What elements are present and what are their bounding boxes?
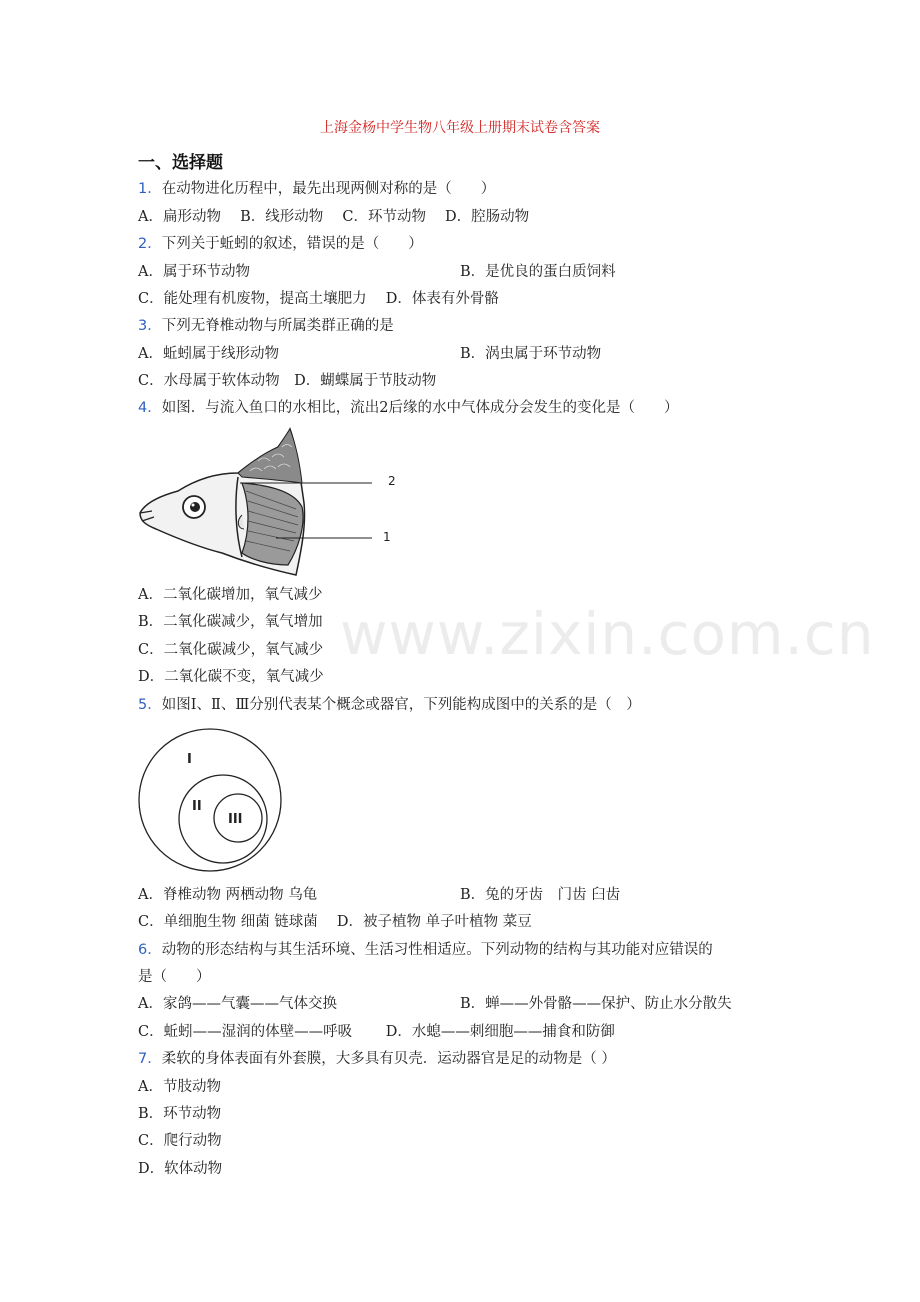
question-4-option-d: D．二氧化碳不变，氧气减少 (138, 669, 324, 685)
question-number: 2． (138, 236, 162, 252)
question-text: 下列无脊椎动物与所属类群正确的是 (161, 318, 394, 334)
question-2-options-ab (138, 262, 778, 282)
question-text: 柔软的身体表面有外套膜，大多具有贝壳．运动器官是足的动物是（ ） (161, 1051, 616, 1067)
question-4-stem (138, 398, 678, 418)
question-text: 在动物进化历程中，最先出现两侧对称的是（ ） (161, 181, 496, 197)
option-b: B．是优良的蛋白质饲料 (460, 264, 616, 280)
label-i: I (187, 752, 192, 767)
option-b: B．涡虫属于环节动物 (460, 346, 602, 362)
fish-label-2: 2 (388, 474, 396, 488)
question-text: 如图．与流入鱼口的水相比，流出2后缘的水中气体成分会发生的变化是（ ） (161, 400, 679, 416)
question-3-stem (138, 316, 394, 336)
question-5-stem (138, 695, 641, 715)
question-number: 4． (138, 400, 162, 416)
question-5-options-cd: C．单细胞生物 细菌 链球菌 D．被子植物 单子叶植物 菜豆 (138, 914, 532, 930)
question-4-option-a: A．二氧化碳增加，氧气减少 (138, 587, 323, 603)
label-ii: II (192, 799, 202, 814)
question-7-stem (138, 1049, 616, 1069)
question-6-options-ab (138, 994, 778, 1014)
watermark: www.zixin.com.cn (340, 600, 875, 668)
question-3-options-cd: C．水母属于软体动物 D．蝴蝶属于节肢动物 (138, 373, 437, 389)
concept-circles-figure (136, 724, 286, 876)
question-2-stem (138, 234, 423, 254)
option-b: B．蝉——外骨骼——保护、防止水分散失 (460, 996, 732, 1012)
question-number: 6． (138, 942, 162, 958)
circle-ii (179, 775, 267, 863)
option-a: A．脊椎动物 两栖动物 乌龟 (138, 887, 318, 903)
label-iii: III (228, 812, 243, 827)
option-a: A．家鸽——气囊——气体交换 (138, 996, 337, 1012)
question-4-option-c: C．二氧化碳减少，氧气减少 (138, 642, 324, 658)
question-1-stem (138, 179, 495, 199)
question-6-stem-cont: 是（ ） (138, 969, 211, 985)
question-4-option-b: B．二氧化碳减少，氧气增加 (138, 614, 323, 630)
fish-label-1: 1 (383, 530, 391, 544)
question-text: 如图Ⅰ、Ⅱ、Ⅲ分别代表某个概念或器官，下列能构成图中的关系的是（ ） (161, 697, 641, 713)
question-6-options-cd: C．蚯蚓——湿润的体壁——呼吸 D．水螅——刺细胞——捕食和防御 (138, 1024, 615, 1040)
question-1-options: A．扁形动物 B．线形动物 C．环节动物 D．腔肠动物 (138, 209, 530, 225)
question-number: 3． (138, 318, 162, 334)
question-2-options-cd: C．能处理有机废物，提高土壤肥力 D．体表有外骨骼 (138, 291, 499, 307)
fish-scales (238, 429, 302, 483)
question-7-option-a: A．节肢动物 (138, 1079, 221, 1095)
section-heading: 一、选择题 (138, 153, 223, 173)
question-number: 5． (138, 697, 162, 713)
question-text: 下列关于蚯蚓的叙述，错误的是（ ） (161, 236, 423, 252)
option-b: B．兔的牙齿 门齿 臼齿 (460, 887, 621, 903)
circle-i (139, 729, 281, 871)
question-number: 1． (138, 181, 162, 197)
question-3-options-ab (138, 344, 778, 364)
document-title: 上海金杨中学生物八年级上册期末试卷含答案 (320, 120, 600, 136)
question-7-option-d: D．软体动物 (138, 1161, 223, 1177)
option-a: A．属于环节动物 (138, 264, 250, 280)
question-number: 7． (138, 1051, 162, 1067)
option-a: A．蚯蚓属于线形动物 (138, 346, 279, 362)
fish-gill-figure (138, 425, 408, 580)
question-5-options-ab (138, 885, 778, 905)
question-7-option-b: B．环节动物 (138, 1106, 222, 1122)
question-6-stem (138, 940, 713, 960)
question-7-option-c: C．爬行动物 (138, 1133, 222, 1149)
question-text: 动物的形态结构与其生活环境、生活习性相适应。下列动物的结构与其功能对应错误的 (161, 942, 713, 958)
